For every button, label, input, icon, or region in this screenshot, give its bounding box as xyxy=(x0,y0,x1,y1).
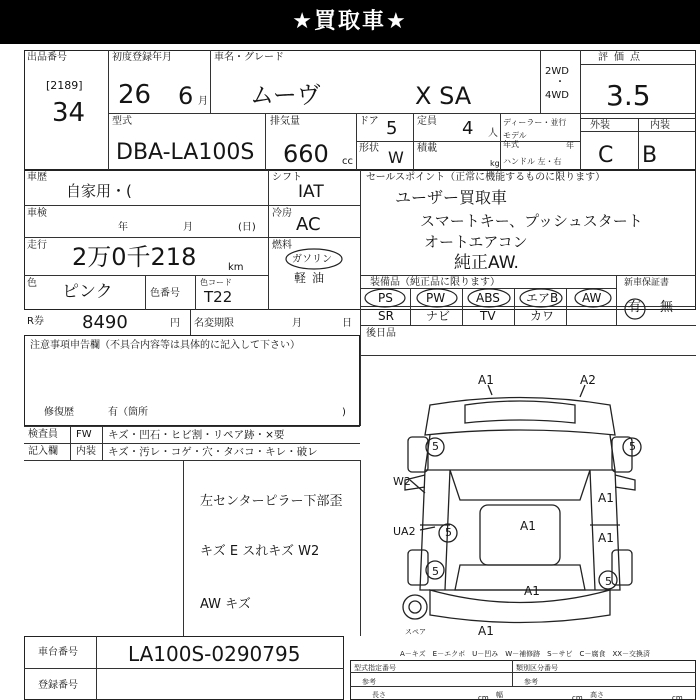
chassis-label: 車台番号 xyxy=(38,647,78,658)
model-year-unit: 年 xyxy=(566,141,574,150)
equipment-circles xyxy=(360,288,616,310)
fuel-label: 燃料 xyxy=(272,240,292,251)
dealer-label: ディーラー・並行 xyxy=(503,118,567,127)
equip-aw: AW xyxy=(582,291,602,305)
exterior-label: 外装 xyxy=(590,120,610,131)
mark-5-front-left: 5 xyxy=(432,440,439,453)
shift-value: IAT xyxy=(298,182,324,202)
mark-5-side-left: 5 xyxy=(445,526,452,539)
lot-label: 出品番号 xyxy=(27,52,67,63)
sales-point-2: スマートキー、プッシュスタート xyxy=(420,212,643,230)
first-registration-label: 初度登録年月 xyxy=(112,52,172,63)
warranty-circle xyxy=(623,297,647,321)
usage-value: 自家用・( xyxy=(66,182,132,200)
inspector-label-2: 記入欄 xyxy=(28,446,58,457)
interior-value: B xyxy=(642,143,658,168)
color-label: 色 xyxy=(27,278,37,289)
mark-a1-top-left: A1 xyxy=(478,373,494,387)
lot-bracket-number: [2189] xyxy=(46,79,83,92)
inspector-row1-text: キズ・凹石・ヒビ割・リペア跡・×要 xyxy=(108,429,285,441)
drive-4wd: 4WD xyxy=(545,90,569,101)
class-label: 類別区分番号 xyxy=(516,664,558,672)
length-unit: cm xyxy=(478,694,489,700)
color-code-label: 色番号 xyxy=(150,288,180,299)
equip-navi: ナビ xyxy=(426,309,451,323)
sales-points-label: セールスポイント（正常に機能するものに限ります） xyxy=(366,172,606,183)
mark-5-rear-left: 5 xyxy=(432,565,439,578)
sales-point-4: 純正AW. xyxy=(454,253,519,273)
mileage-value: 2万0千218 xyxy=(72,243,197,271)
fuel-option-diesel: 軽油 xyxy=(294,271,331,285)
equip-abs: ABS xyxy=(476,291,500,305)
recycle-value: 8490 xyxy=(82,312,128,333)
equip-leather: カワ xyxy=(530,309,555,323)
mark-a1-rear-bumper: A1 xyxy=(478,624,494,638)
inspector-label-1: 検査員 xyxy=(28,429,58,440)
capacity-value: 4 xyxy=(462,118,474,139)
capacity-unit: 人 xyxy=(488,128,498,139)
model-year-label: モデル年式 xyxy=(503,131,527,149)
score-label: 評価点 xyxy=(598,52,646,63)
ref-label-1: 参考 xyxy=(362,678,376,686)
inspector-row1-tag: FW xyxy=(76,429,92,440)
usage-label: 車歴 xyxy=(27,172,47,183)
drive-2wd: 2WD xyxy=(545,66,569,77)
fuel-option-gasoline: ガソリン xyxy=(292,254,332,265)
warranty-yes: 有 xyxy=(628,300,642,315)
inspection-day-unit: (日) xyxy=(238,222,256,233)
displacement-value: 660 xyxy=(283,140,329,168)
registration-label: 登録番号 xyxy=(38,680,78,691)
repair-history-label: 修復歴 xyxy=(44,407,74,418)
first-registration-year: 26 xyxy=(118,80,152,110)
doors-label: ドア xyxy=(359,116,379,127)
recycle-label: R券 xyxy=(27,316,44,327)
rear-seat-label: 後日品 xyxy=(366,328,396,339)
title-expiry-month: 月 xyxy=(292,318,302,329)
equip-tv: TV xyxy=(480,309,496,323)
equip-sr: SR xyxy=(378,309,394,323)
mark-a2-top-right: A2 xyxy=(580,373,596,387)
shape-value: W xyxy=(388,148,404,167)
width-label: 幅 xyxy=(496,691,503,699)
mark-a1-roof: A1 xyxy=(520,519,536,533)
inspection-label: 車検 xyxy=(27,208,47,219)
model-cert-label: 型式指定番号 xyxy=(354,664,396,672)
mark-a1-rear-center: A1 xyxy=(524,584,540,598)
recycle-unit: 円 xyxy=(170,318,180,329)
mark-a1-right-lower: A1 xyxy=(598,531,614,545)
chassis-value: LA100S-0290795 xyxy=(128,642,301,666)
width-unit: cm xyxy=(572,694,583,700)
mark-ua2: UA2 xyxy=(393,525,416,538)
warranty-label: 新車保証書 xyxy=(624,278,670,288)
length-label: 長さ xyxy=(372,691,386,699)
title-expiry-day: 日 xyxy=(342,318,352,329)
model-label: 型式 xyxy=(112,116,132,127)
exterior-value: C xyxy=(598,143,614,168)
color-code-sublabel: 色コード xyxy=(200,278,232,287)
shape-label: 形状 xyxy=(359,143,379,154)
ref-label-2: 参考 xyxy=(524,678,538,686)
displacement-unit: cc xyxy=(342,156,353,167)
mileage-label: 走行 xyxy=(27,240,47,251)
inspector-note-2: キズ E スれキズ W2 xyxy=(200,544,320,559)
color-code-value: T22 xyxy=(204,288,233,306)
load-label: 積載 xyxy=(417,143,437,154)
mark-5-front-right: 5 xyxy=(629,440,636,453)
car-name-label: 車名・グレード xyxy=(214,52,284,63)
inspector-note-1: 左センターピラー下部歪 xyxy=(200,494,343,509)
load-unit: kg xyxy=(490,159,500,168)
drive-dot: ・ xyxy=(555,77,565,88)
repair-history-close: ) xyxy=(342,407,346,418)
repair-history-value: 有（箇所 xyxy=(108,407,148,418)
shift-label: シフト xyxy=(272,172,302,183)
inspector-row2-tag: 内装 xyxy=(76,446,96,457)
displacement-label: 排気量 xyxy=(270,116,300,127)
title-expiry-label: 名変期限 xyxy=(194,318,234,329)
height-label: 高さ xyxy=(590,691,604,699)
equip-pw: PW xyxy=(426,291,446,305)
notes-label: 注意事項申告欄（不具合内容等は具体的に記入して下さい） xyxy=(30,340,300,351)
score-value: 3.5 xyxy=(606,79,651,112)
height-unit: cm xyxy=(672,694,683,700)
mark-5-rear-right: 5 xyxy=(605,575,612,588)
mark-w2: W2 xyxy=(393,475,411,488)
mileage-unit: km xyxy=(228,262,244,273)
mark-a1-right-upper: A1 xyxy=(598,491,614,505)
warranty-no: 無 xyxy=(660,300,674,315)
doors-value: 5 xyxy=(386,118,398,139)
car-name: ムーヴ xyxy=(250,81,321,109)
fuel-circle xyxy=(284,248,344,270)
interior-label: 内装 xyxy=(650,120,670,131)
color-value: ピンク xyxy=(62,282,113,302)
equip-airbag: エアB xyxy=(526,291,559,305)
sales-point-1: ユーザー買取車 xyxy=(395,188,508,207)
inspection-year-unit: 年 xyxy=(118,222,128,233)
sales-point-3: オートエアコン xyxy=(424,233,528,251)
capacity-label: 定員 xyxy=(417,116,437,127)
equip-ps: PS xyxy=(378,291,393,305)
inspector-note-3: AW キズ xyxy=(200,597,251,612)
ac-label: 冷房 xyxy=(272,208,292,219)
page-banner: ★買取車★ xyxy=(0,0,700,44)
car-grade: X SA xyxy=(415,82,472,110)
ac-value: AC xyxy=(296,214,321,235)
lot-number: 34 xyxy=(52,98,86,128)
damage-legend: A－キズ E－エクボ U－凹み W－補修跡 S－サビ C－腐食 XX－交換済 xyxy=(400,650,651,658)
first-registration-month-unit: 月 xyxy=(198,96,208,107)
model-value: DBA-LA100S xyxy=(116,140,255,165)
equipment-label: 装備品（純正品に限ります） xyxy=(370,277,500,288)
spare-label: スペア xyxy=(405,628,426,636)
first-registration-month: 6 xyxy=(178,82,194,110)
inspector-row2-text: キズ・汚レ・コゲ・穴・タバコ・キレ・破レ xyxy=(108,446,318,458)
handle-label: ハンドル 左・右 xyxy=(503,157,562,166)
inspection-month-unit: 月 xyxy=(183,222,193,233)
